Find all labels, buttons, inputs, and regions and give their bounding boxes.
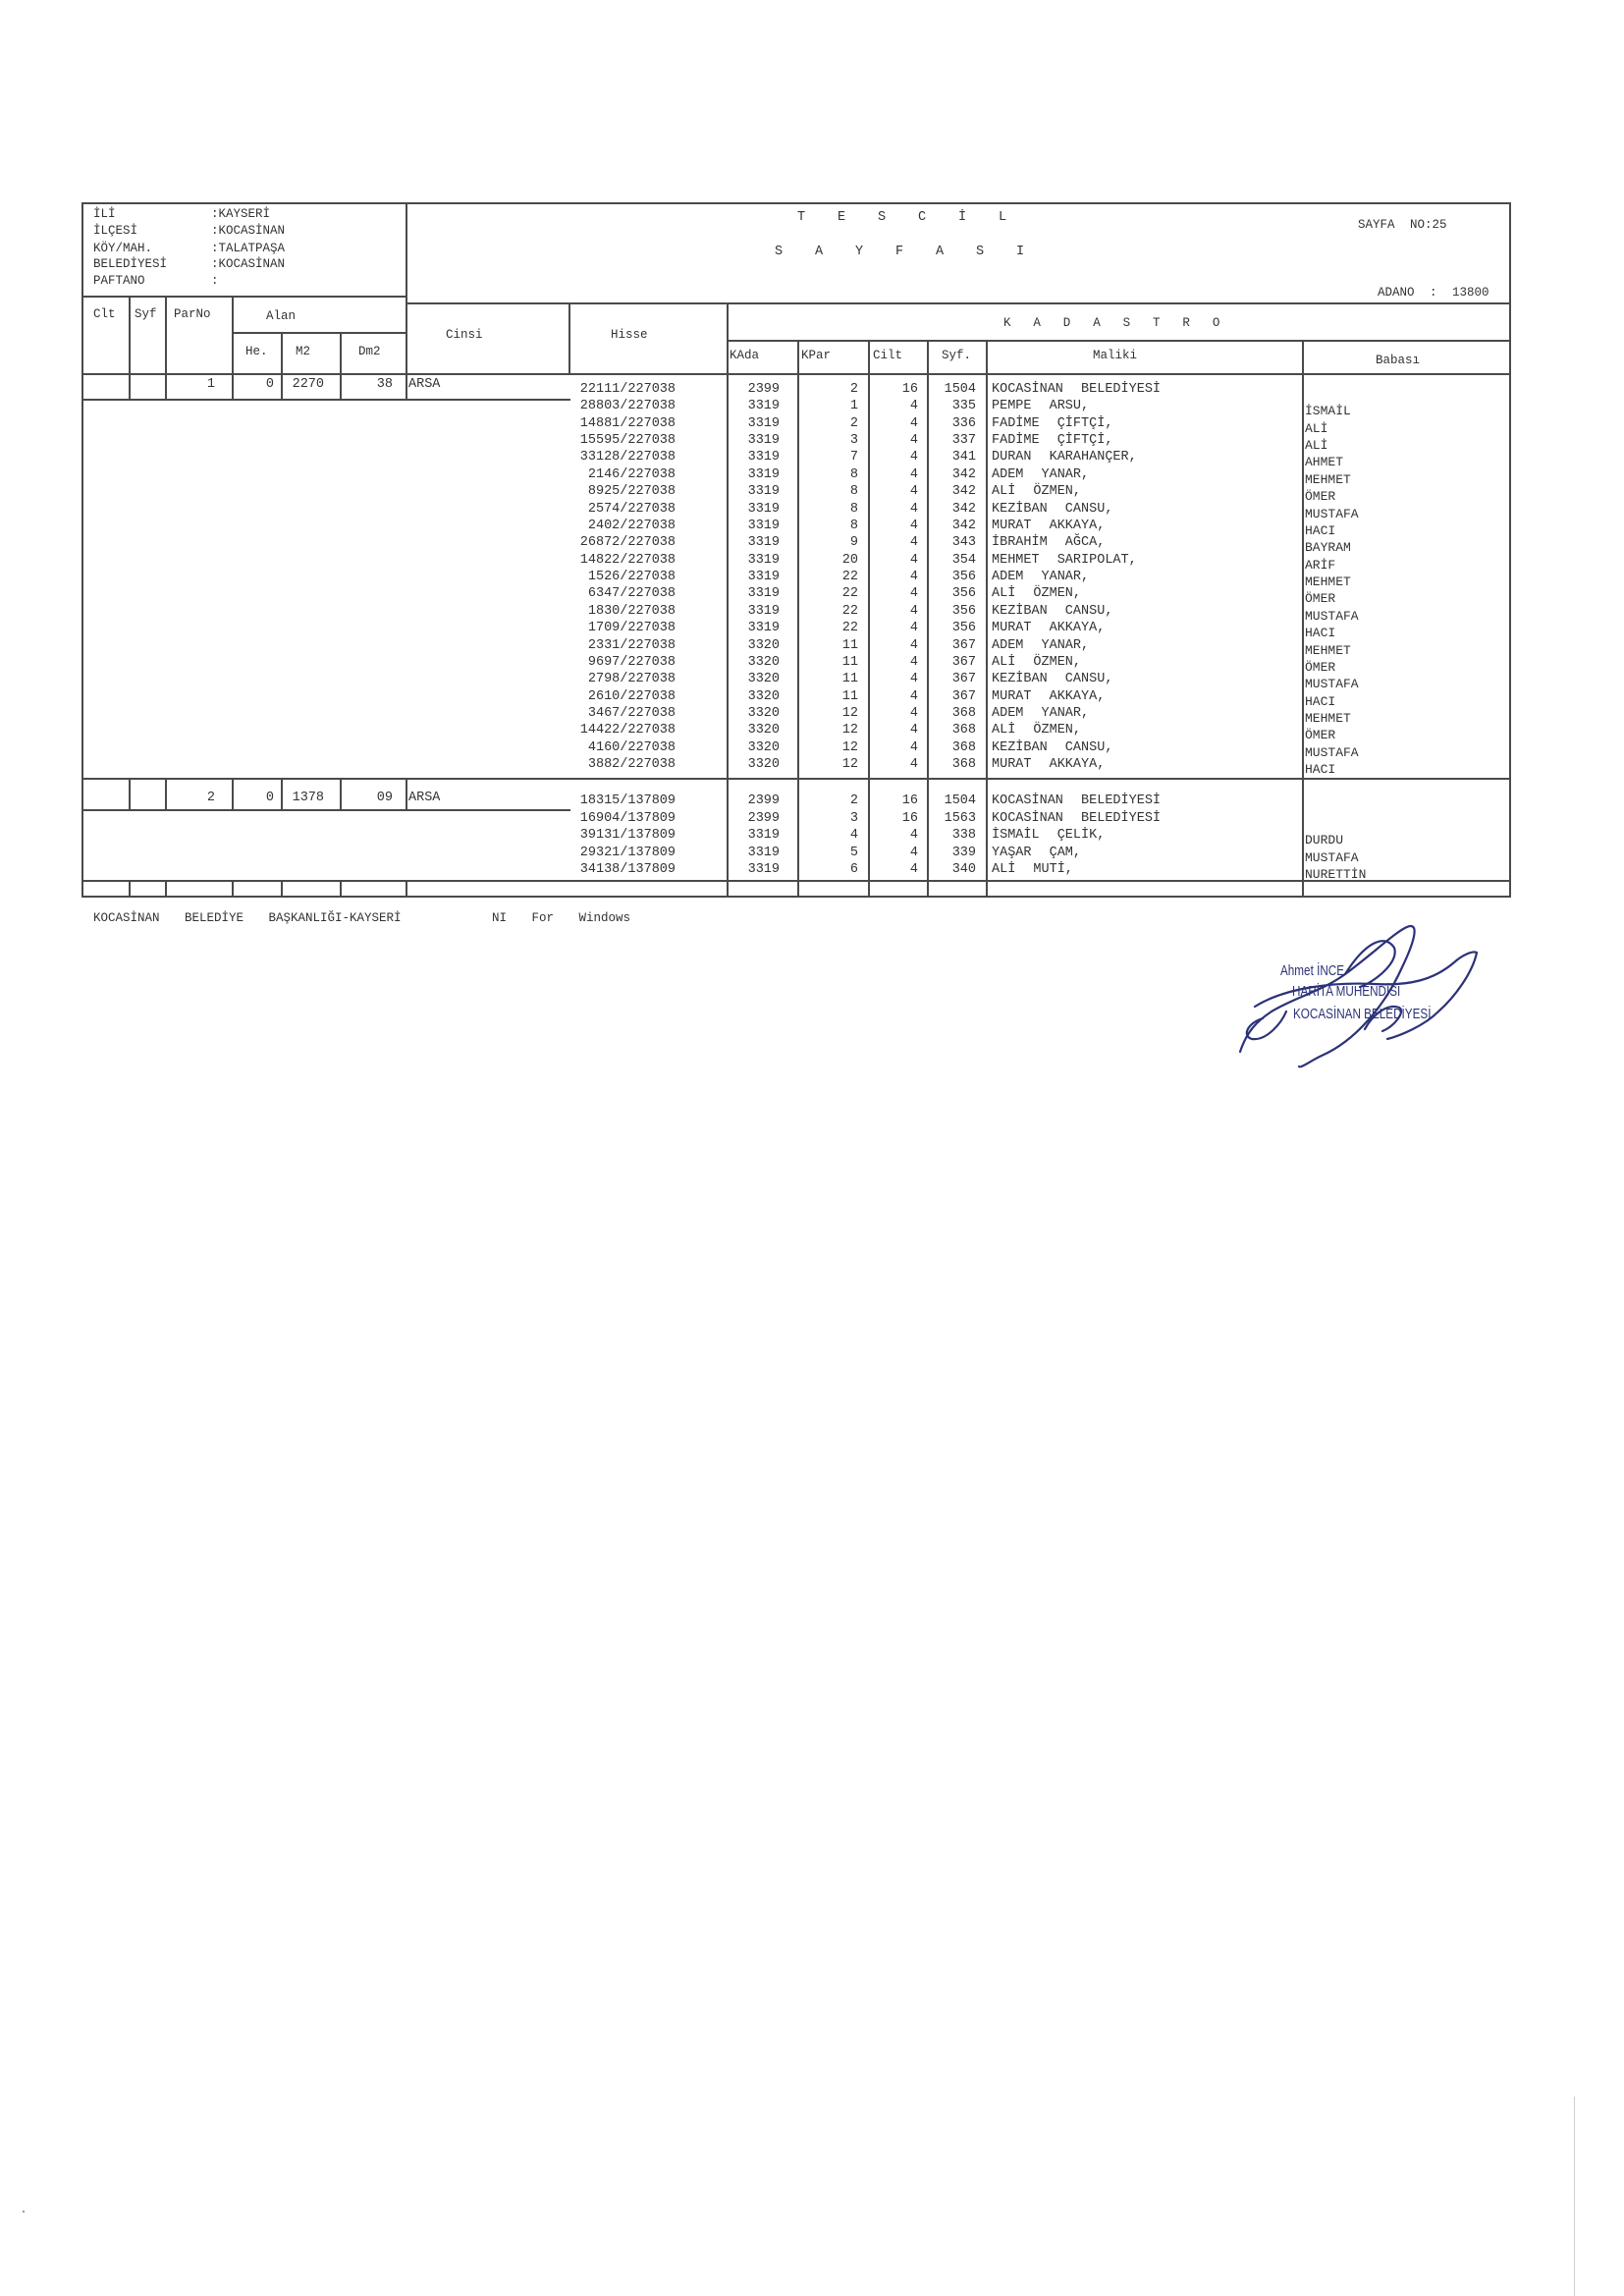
father-name: ÖMER <box>1305 659 1336 675</box>
cadastral-volume: 16 <box>901 810 918 826</box>
father-name: ÖMER <box>1305 728 1336 743</box>
cadastral-page: 368 <box>951 757 976 773</box>
table-rule-horizontal <box>81 399 570 401</box>
owner-name: ALİ ÖZMEN, <box>992 484 1082 500</box>
table-rule-vertical <box>165 880 167 896</box>
col-header-alan: Alan <box>266 309 297 323</box>
cadastral-parcel: 22 <box>841 586 858 602</box>
share-fraction: 14881/227038 <box>579 415 676 431</box>
share-fraction: 15595/227038 <box>579 433 676 449</box>
cadastral-block: 3319 <box>747 415 780 431</box>
share-fraction: 34138/137809 <box>579 862 676 877</box>
stamp-organization: KOCASİNAN BELEDİYESİ <box>1293 1006 1432 1022</box>
cadastral-volume: 4 <box>909 501 918 517</box>
province-value: :KAYSERİ <box>211 207 271 221</box>
cadastral-page: 1504 <box>944 382 976 397</box>
father-name: MUSTAFA <box>1305 744 1359 760</box>
cadastral-block: 3320 <box>747 706 780 722</box>
cadastral-volume: 4 <box>909 621 918 636</box>
cadastral-block: 3319 <box>747 450 780 465</box>
share-fraction: 2402/227038 <box>587 518 676 533</box>
cadastral-volume: 4 <box>909 688 918 704</box>
owner-name: MURAT AKKAYA, <box>992 757 1106 773</box>
table-rule-horizontal <box>81 778 1511 780</box>
cadastral-block: 3319 <box>747 466 780 482</box>
share-fraction: 14822/227038 <box>579 552 676 568</box>
owner-name: KOCASİNAN BELEDİYESİ <box>992 382 1162 397</box>
father-name: MEHMET <box>1305 471 1351 487</box>
owner-name: KOCASİNAN BELEDİYESİ <box>992 793 1162 808</box>
cadastral-block: 3320 <box>747 654 780 670</box>
cadastral-parcel: 11 <box>841 672 858 687</box>
cadastral-block: 3319 <box>747 570 780 585</box>
col-header-parno: ParNo <box>174 307 211 321</box>
col-header-cinsi: Cinsi <box>446 328 483 342</box>
cadastral-page: 367 <box>951 654 976 670</box>
table-rule-horizontal <box>727 340 1511 342</box>
table-rule-vertical <box>281 332 283 399</box>
owner-name: ADEM YANAR, <box>992 570 1090 585</box>
father-name: MUSTAFA <box>1305 608 1359 624</box>
share-fraction: 2574/227038 <box>587 501 676 517</box>
cadastral-parcel: 12 <box>841 706 858 722</box>
owner-name: KEZİBAN CANSU, <box>992 501 1113 517</box>
cadastral-parcel: 12 <box>841 723 858 738</box>
table-rule-horizontal <box>81 202 1511 204</box>
cadastral-block: 3319 <box>747 518 780 533</box>
share-fraction: 2798/227038 <box>587 672 676 687</box>
cadastral-block: 3319 <box>747 535 780 551</box>
cadastral-page: 1504 <box>944 793 976 808</box>
col-header-dm2: Dm2 <box>358 345 381 358</box>
parcel-number: 2 <box>206 791 215 805</box>
cadastral-volume: 4 <box>909 603 918 619</box>
father-name: DURDU <box>1305 833 1344 847</box>
table-rule-vertical <box>406 880 407 896</box>
share-fraction: 1830/227038 <box>587 603 676 619</box>
cadastral-volume: 4 <box>909 518 918 533</box>
cadastral-volume: 4 <box>909 739 918 755</box>
share-fraction: 1526/227038 <box>587 570 676 585</box>
col-header-kada: KAda <box>730 349 760 362</box>
table-rule-vertical <box>129 778 131 809</box>
cadastral-volume: 4 <box>909 672 918 687</box>
table-rule-vertical <box>232 880 234 896</box>
col-header-kadastro-syf: Syf. <box>942 349 972 362</box>
owner-name: FADİME ÇİFTÇİ, <box>992 415 1113 431</box>
table-rule-vertical <box>868 340 870 896</box>
father-name: MUSTAFA <box>1305 677 1359 692</box>
share-fraction: 16904/137809 <box>579 810 676 826</box>
cadastral-block: 3320 <box>747 739 780 755</box>
cadastral-volume: 4 <box>909 862 918 877</box>
cadastral-volume: 4 <box>909 399 918 414</box>
cadastral-parcel: 7 <box>849 450 858 465</box>
cadastral-block: 3319 <box>747 603 780 619</box>
sheet-no-value: : <box>211 274 219 288</box>
footer-issuer: KOCASİNAN BELEDİYE BAŞKANLIĞI-KAYSERİ <box>93 911 402 925</box>
cadastral-block: 3320 <box>747 723 780 738</box>
table-rule-vertical <box>406 202 407 399</box>
cadastral-page: 354 <box>951 552 976 568</box>
cadastral-block: 3319 <box>747 862 780 877</box>
father-name: HACI <box>1305 762 1336 778</box>
area-m2: 2270 <box>292 377 324 392</box>
cadastral-volume: 4 <box>909 433 918 449</box>
table-rule-vertical <box>129 880 131 896</box>
father-name: BAYRAM <box>1305 540 1351 556</box>
owner-name: MURAT AKKAYA, <box>992 621 1106 636</box>
owner-name: KEZİBAN CANSU, <box>992 603 1113 619</box>
cadastral-block: 3320 <box>747 688 780 704</box>
cadastral-page: 335 <box>951 399 976 414</box>
col-header-babasi: Babası <box>1376 354 1421 367</box>
owner-name: DURAN KARAHANÇER, <box>992 450 1137 465</box>
cadastral-parcel: 11 <box>841 637 858 653</box>
table-rule-vertical <box>232 296 234 399</box>
share-fraction: 26872/227038 <box>579 535 676 551</box>
owner-name: ALİ MUTİ, <box>992 862 1073 877</box>
share-fraction: 3467/227038 <box>587 706 676 722</box>
cadastral-parcel: 8 <box>849 501 858 517</box>
cadastral-volume: 16 <box>901 793 918 808</box>
father-name: ÖMER <box>1305 489 1336 505</box>
table-rule-vertical <box>340 880 342 896</box>
table-rule-horizontal <box>81 896 1511 898</box>
owner-name: ADEM YANAR, <box>992 466 1090 482</box>
stamp-title: HARİTA MÜHENDİSİ <box>1292 983 1401 1000</box>
cadastral-block: 3320 <box>747 637 780 653</box>
cadastral-block: 3319 <box>747 501 780 517</box>
parcel-number: 1 <box>206 377 215 392</box>
owner-name: MURAT AKKAYA, <box>992 688 1106 704</box>
share-fraction: 1709/227038 <box>587 621 676 636</box>
father-name: MUSTAFA <box>1305 506 1359 521</box>
table-rule-vertical <box>797 340 799 896</box>
village-label: KÖY/MAH. <box>93 242 153 255</box>
table-rule-horizontal <box>406 302 1511 304</box>
cadastral-volume: 4 <box>909 828 918 843</box>
cadastral-volume: 4 <box>909 450 918 465</box>
father-name: MUSTAFA <box>1305 849 1359 865</box>
col-header-cilt: Cilt <box>873 349 903 362</box>
col-header-m2: M2 <box>296 345 311 358</box>
cadastral-page: 368 <box>951 706 976 722</box>
table-rule-horizontal <box>81 373 1511 375</box>
scan-artifact-dot <box>23 2211 25 2213</box>
owner-name: ALİ ÖZMEN, <box>992 654 1082 670</box>
block-number: ADANO : 13800 <box>1378 286 1489 300</box>
table-rule-horizontal <box>81 809 570 811</box>
cadastral-parcel: 22 <box>841 570 858 585</box>
father-name: MEHMET <box>1305 711 1351 727</box>
father-name: HACI <box>1305 693 1336 709</box>
province-label: İLİ <box>93 207 116 221</box>
cadastral-parcel: 4 <box>849 828 858 843</box>
cadastral-page: 336 <box>951 415 976 431</box>
table-rule-vertical <box>727 302 729 896</box>
table-rule-vertical <box>165 296 167 399</box>
cadastral-parcel: 3 <box>849 433 858 449</box>
owner-name: FADİME ÇİFTÇİ, <box>992 433 1113 449</box>
father-name: HACI <box>1305 522 1336 538</box>
footer-software: NI For Windows <box>492 911 631 925</box>
handwritten-signature <box>1227 913 1492 1080</box>
cadastral-parcel: 6 <box>849 862 858 877</box>
share-fraction: 18315/137809 <box>579 793 676 808</box>
col-header-kpar: KPar <box>801 349 832 362</box>
district-value: :KOCASİNAN <box>211 224 286 238</box>
share-fraction: 14422/227038 <box>579 723 676 738</box>
col-header-he: He. <box>245 345 268 358</box>
area-dm2: 38 <box>376 377 393 392</box>
cadastral-parcel: 5 <box>849 845 858 860</box>
cadastral-parcel: 8 <box>849 466 858 482</box>
cadastral-volume: 4 <box>909 845 918 860</box>
cadastral-volume: 4 <box>909 723 918 738</box>
cadastral-block: 3319 <box>747 484 780 500</box>
cadastral-block: 2399 <box>747 382 780 397</box>
father-name: ÖMER <box>1305 591 1336 607</box>
col-header-syf: Syf <box>135 307 157 321</box>
cadastral-parcel: 12 <box>841 739 858 755</box>
father-name: MEHMET <box>1305 642 1351 658</box>
table-rule-horizontal <box>232 332 407 334</box>
owner-name: PEMPE ARSU, <box>992 399 1090 414</box>
cadastral-volume: 4 <box>909 484 918 500</box>
share-fraction: 9697/227038 <box>587 654 676 670</box>
owner-name: İSMAİL ÇELİK, <box>992 828 1106 843</box>
table-rule-vertical <box>129 296 131 399</box>
cadastral-parcel: 20 <box>841 552 858 568</box>
scan-artifact-line <box>1574 2097 1575 2296</box>
area-hectare: 0 <box>265 377 274 392</box>
table-rule-vertical <box>340 332 342 399</box>
municipality-label: BELEDİYESİ <box>93 257 168 271</box>
share-fraction: 39131/137809 <box>579 828 676 843</box>
cadastral-page: 367 <box>951 672 976 687</box>
table-rule-vertical <box>81 202 83 896</box>
father-name: MEHMET <box>1305 574 1351 590</box>
cadastral-parcel: 11 <box>841 654 858 670</box>
cadastral-parcel: 12 <box>841 757 858 773</box>
cadastral-page: 339 <box>951 845 976 860</box>
page-number: SAYFA NO:25 <box>1358 218 1447 232</box>
owner-name: YAŞAR ÇAM, <box>992 845 1082 860</box>
table-rule-vertical <box>1509 202 1511 896</box>
table-rule-vertical <box>232 778 234 809</box>
table-rule-vertical <box>281 778 283 809</box>
table-rule-vertical <box>406 778 407 809</box>
cadastral-volume: 4 <box>909 415 918 431</box>
share-fraction: 22111/227038 <box>579 382 676 397</box>
cadastral-block: 3319 <box>747 399 780 414</box>
cadastral-page: 342 <box>951 466 976 482</box>
cadastral-page: 367 <box>951 637 976 653</box>
col-header-maliki: Maliki <box>1093 349 1138 362</box>
cadastral-page: 368 <box>951 739 976 755</box>
cadastral-volume: 4 <box>909 586 918 602</box>
stamp-name: Ahmet İNCE <box>1280 962 1345 979</box>
table-rule-vertical <box>340 778 342 809</box>
table-rule-vertical <box>281 880 283 896</box>
owner-name: ALİ ÖZMEN, <box>992 586 1082 602</box>
cadastral-block: 3319 <box>747 552 780 568</box>
table-rule-vertical <box>165 778 167 809</box>
table-rule-horizontal <box>81 296 407 298</box>
cadastral-page: 368 <box>951 723 976 738</box>
share-fraction: 33128/227038 <box>579 450 676 465</box>
cadastral-block: 3320 <box>747 757 780 773</box>
table-rule-vertical <box>986 340 988 896</box>
cadastral-parcel: 9 <box>849 535 858 551</box>
table-rule-vertical <box>927 340 929 896</box>
father-name: ALİ <box>1305 438 1328 454</box>
father-name: İSMAİL <box>1305 404 1351 419</box>
cadastral-parcel: 3 <box>849 810 858 826</box>
cadastral-volume: 4 <box>909 757 918 773</box>
cadastral-block: 3319 <box>747 845 780 860</box>
owner-name: KEZİBAN CANSU, <box>992 739 1113 755</box>
cadastral-parcel: 2 <box>849 793 858 808</box>
area-dm2: 09 <box>376 791 393 805</box>
cadastral-parcel: 8 <box>849 518 858 533</box>
cadastral-volume: 16 <box>901 382 918 397</box>
table-rule-horizontal <box>81 880 1511 882</box>
area-hectare: 0 <box>265 791 274 805</box>
sheet-no-label: PAFTANO <box>93 274 145 288</box>
father-name: NURETTİN <box>1305 867 1367 882</box>
table-rule-vertical <box>1302 340 1304 896</box>
cadastral-parcel: 2 <box>849 382 858 397</box>
district-label: İLÇESİ <box>93 224 138 238</box>
cadastral-page: 338 <box>951 828 976 843</box>
cadastral-page: 337 <box>951 433 976 449</box>
cadastral-volume: 4 <box>909 466 918 482</box>
cadastral-parcel: 1 <box>849 399 858 414</box>
father-name: ARİF <box>1305 557 1336 573</box>
owner-name: ALİ ÖZMEN, <box>992 723 1082 738</box>
owner-name: MEHMET SARIPOLAT, <box>992 552 1137 568</box>
cadastral-parcel: 8 <box>849 484 858 500</box>
col-header-hisse: Hisse <box>611 328 648 342</box>
cadastral-parcel: 22 <box>841 603 858 619</box>
cadastral-block: 3319 <box>747 621 780 636</box>
father-name: AHMET <box>1305 455 1344 470</box>
owner-name: KOCASİNAN BELEDİYESİ <box>992 810 1162 826</box>
share-fraction: 8925/227038 <box>587 484 676 500</box>
share-fraction: 2146/227038 <box>587 466 676 482</box>
cadastral-volume: 4 <box>909 654 918 670</box>
cadastral-volume: 4 <box>909 552 918 568</box>
father-name: ALİ <box>1305 420 1328 436</box>
owner-name: ADEM YANAR, <box>992 637 1090 653</box>
share-fraction: 4160/227038 <box>587 739 676 755</box>
cadastral-page: 342 <box>951 501 976 517</box>
parcel-type: ARSA <box>408 377 441 392</box>
cadastral-volume: 4 <box>909 637 918 653</box>
share-fraction: 28803/227038 <box>579 399 676 414</box>
cadastral-page: 356 <box>951 603 976 619</box>
cadastral-block: 3319 <box>747 586 780 602</box>
share-fraction: 29321/137809 <box>579 845 676 860</box>
cadastral-page: 356 <box>951 586 976 602</box>
owner-name: İBRAHİM AĞCA, <box>992 535 1106 551</box>
cadastral-block: 3320 <box>747 672 780 687</box>
document-title-line1: T E S C İ L <box>797 210 1019 225</box>
cadastral-block: 2399 <box>747 810 780 826</box>
cadastral-volume: 4 <box>909 570 918 585</box>
cadastral-page: 342 <box>951 484 976 500</box>
cadastral-block: 2399 <box>747 793 780 808</box>
cadastral-block: 3319 <box>747 828 780 843</box>
cadastral-page: 1563 <box>944 810 976 826</box>
col-header-clt: Clt <box>93 307 116 321</box>
cadastral-page: 341 <box>951 450 976 465</box>
table-rule-vertical <box>568 302 570 373</box>
document-title-line2: S A Y F A S I <box>775 245 1037 259</box>
area-m2: 1378 <box>292 791 324 805</box>
share-fraction: 6347/227038 <box>587 586 676 602</box>
parcel-type: ARSA <box>408 791 441 805</box>
cadastral-block: 3319 <box>747 433 780 449</box>
father-name: HACI <box>1305 626 1336 641</box>
col-header-kadastro: K A D A S T R O <box>1003 316 1228 330</box>
cadastral-page: 342 <box>951 518 976 533</box>
owner-name: KEZİBAN CANSU, <box>992 672 1113 687</box>
village-value: :TALATPAŞA <box>211 242 286 255</box>
cadastral-page: 356 <box>951 621 976 636</box>
cadastral-page: 356 <box>951 570 976 585</box>
share-fraction: 3882/227038 <box>587 757 676 773</box>
cadastral-parcel: 11 <box>841 688 858 704</box>
cadastral-page: 367 <box>951 688 976 704</box>
owner-name: MURAT AKKAYA, <box>992 518 1106 533</box>
cadastral-page: 343 <box>951 535 976 551</box>
share-fraction: 2331/227038 <box>587 637 676 653</box>
municipality-value: :KOCASİNAN <box>211 257 286 271</box>
cadastral-parcel: 2 <box>849 415 858 431</box>
share-fraction: 2610/227038 <box>587 688 676 704</box>
cadastral-parcel: 22 <box>841 621 858 636</box>
owner-name: ADEM YANAR, <box>992 706 1090 722</box>
cadastral-volume: 4 <box>909 706 918 722</box>
cadastral-page: 340 <box>951 862 976 877</box>
cadastral-volume: 4 <box>909 535 918 551</box>
